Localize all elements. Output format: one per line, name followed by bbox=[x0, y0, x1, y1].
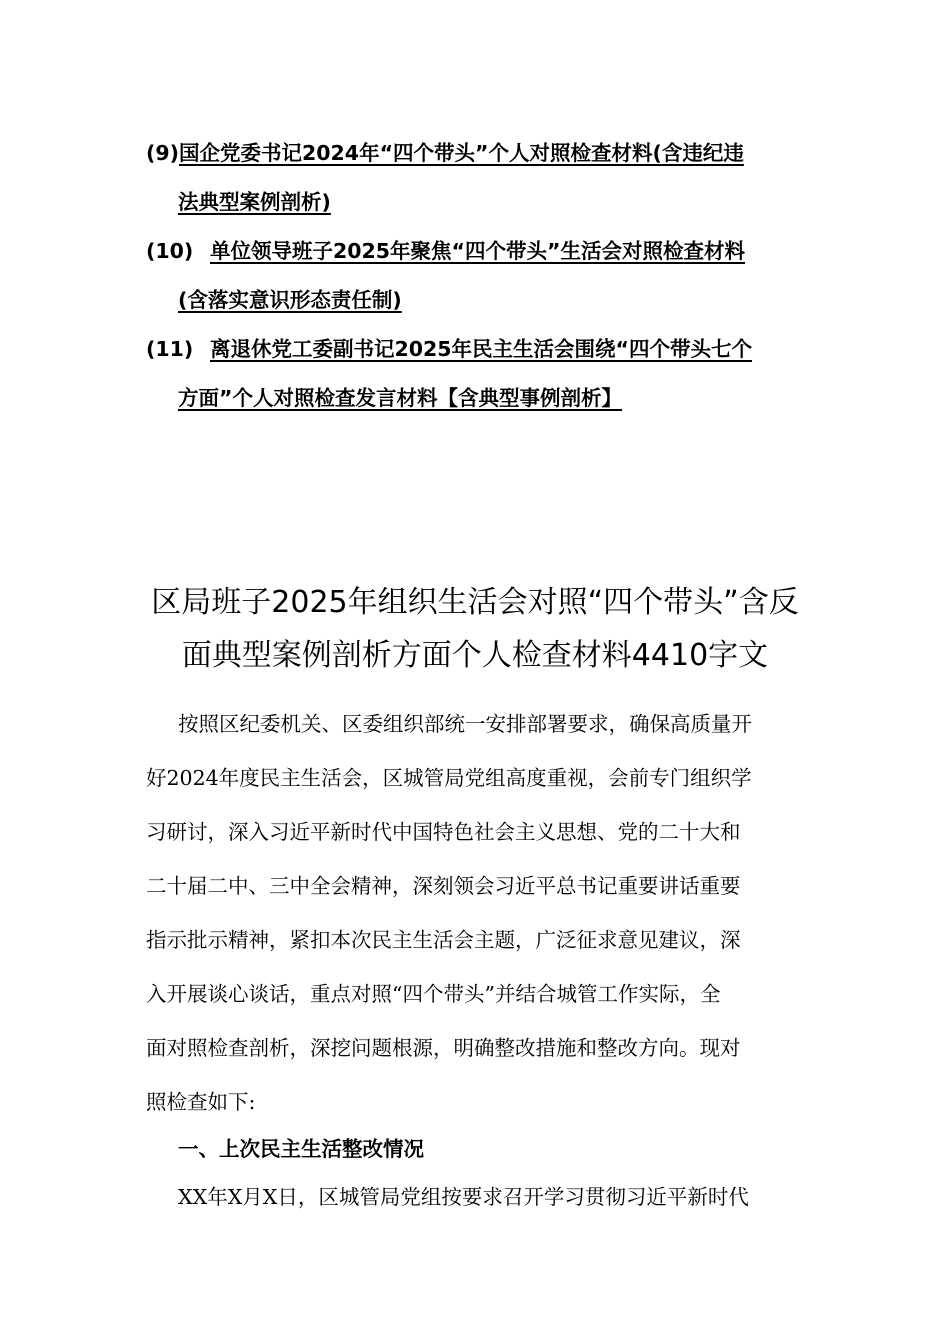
toc-item-line bbox=[146, 178, 806, 227]
document-title bbox=[100, 576, 850, 682]
paragraph-line: XX年X月X日，区城管局党组按要求召开学习贯彻习近平新时代 bbox=[178, 1185, 749, 1209]
toc-item-11[interactable] bbox=[146, 325, 806, 423]
paragraph-line: 入开展谈心谈话，重点对照“四个带头”并结合城管工作实际，全 bbox=[146, 982, 721, 1006]
toc-item-text[interactable]: 国企党委书记2024年“四个带头”个人对照检查材料(含违纪违 bbox=[179, 141, 744, 165]
paragraph-line: 面对照检查剖析，深挖问题根源，明确整改措施和整改方向。现对 bbox=[146, 1036, 741, 1060]
toc-item-text[interactable]: (含落实意识形态责任制) bbox=[178, 288, 402, 312]
toc-item-line bbox=[146, 325, 806, 374]
paragraph-line: 习研讨，深入习近平新时代中国特色社会主义思想、党的二十大和 bbox=[146, 820, 741, 844]
toc-item-10[interactable] bbox=[146, 227, 806, 325]
toc-item-9[interactable] bbox=[146, 129, 806, 227]
toc-item-number: (10) bbox=[146, 239, 194, 263]
title-line-1: 区局班子2025年组织生活会对照“四个带头”含反 bbox=[151, 585, 799, 620]
toc-item-line bbox=[146, 374, 806, 423]
body-paragraph-2 bbox=[178, 1170, 818, 1224]
toc-item-number: (9) bbox=[146, 141, 180, 165]
toc-item-line bbox=[146, 227, 806, 276]
toc-item-text[interactable]: 方面”个人对照检查发言材料【含典型事例剖析】 bbox=[178, 386, 622, 410]
paragraph-line: 指示批示精神，紧扣本次民主生活会主题，广泛征求意见建议，深 bbox=[146, 928, 741, 952]
toc-item-number: (11) bbox=[146, 337, 194, 361]
paragraph-line: 按照区纪委机关、区委组织部统一安排部署要求，确保高质量开 bbox=[178, 712, 752, 736]
paragraph-line: 好2024年度民主生活会，区城管局党组高度重视，会前专门组织学 bbox=[146, 766, 752, 790]
body-paragraph-1 bbox=[146, 697, 806, 1129]
paragraph-line: 照检查如下: bbox=[146, 1090, 256, 1114]
section-heading-1: 一、上次民主生活整改情况 bbox=[178, 1137, 424, 1161]
toc-item-text[interactable]: 离退休党工委副书记2025年民主生活会围绕“四个带头七个 bbox=[210, 337, 753, 361]
toc-item-text[interactable]: 法典型案例剖析) bbox=[178, 190, 331, 214]
title-line-2: 面典型案例剖析方面个人检查材料4410字文 bbox=[181, 638, 769, 673]
toc-item-line bbox=[146, 129, 806, 178]
paragraph-line: 二十届二中、三中全会精神，深刻领会习近平总书记重要讲话重要 bbox=[146, 874, 741, 898]
toc-item-line bbox=[146, 276, 806, 325]
toc-item-text[interactable]: 单位领导班子2025年聚焦“四个带头”生活会对照检查材料 bbox=[210, 239, 746, 263]
